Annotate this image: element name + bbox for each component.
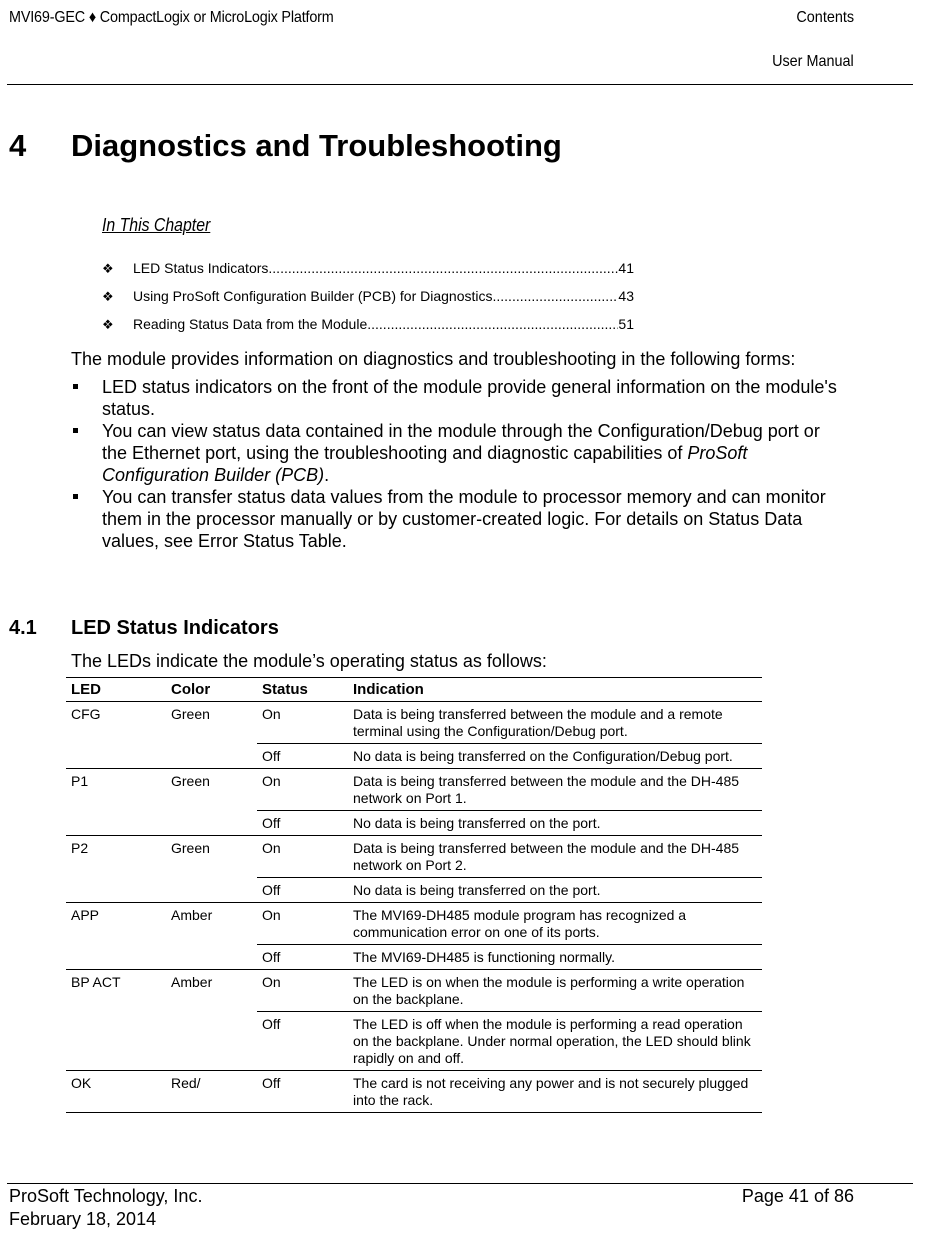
table-row	[66, 903, 762, 945]
toc-entry-title: LED Status Indicators	[133, 260, 269, 276]
led-indication: Data is being transferred between the module and the DH-485 network on Port 2.	[348, 836, 762, 878]
table-row	[66, 970, 762, 1012]
led-indication: The MVI69-DH485 module program has recognized a communication error on one of its ports.	[348, 903, 762, 945]
list-item	[71, 486, 846, 552]
led-name: APP	[66, 903, 166, 970]
led-status: On	[257, 702, 348, 744]
led-name: OK	[66, 1071, 166, 1113]
header-user-manual: User Manual	[772, 53, 854, 70]
in-this-chapter-heading: In This Chapter	[102, 215, 211, 235]
list-item-text: You can transfer status data values from the module to processor memory and can monitor them in the processor manually or by customer-created logic. For details on Status Data values, see Error Status Table.	[102, 487, 826, 551]
square-bullet-icon	[73, 494, 78, 499]
diamond-bullet-icon: ❖	[102, 261, 114, 276]
column-header-color: Color	[166, 678, 257, 702]
column-header-led: LED	[66, 678, 166, 702]
toc-leader	[268, 260, 618, 276]
led-name: P2	[66, 836, 166, 903]
led-indication: No data is being transferred on the port.	[348, 878, 762, 903]
led-indication: Data is being transferred between the module and the DH-485 network on Port 1.	[348, 769, 762, 811]
led-color: Green	[166, 836, 257, 903]
led-indication: The card is not receiving any power and is not securely plugged into the rack.	[348, 1071, 762, 1113]
square-bullet-icon	[73, 428, 78, 433]
toc-entry[interactable]	[102, 316, 634, 333]
section-number: 4.1	[9, 617, 37, 639]
section-intro: The LEDs indicate the module’s operating status as follows:	[71, 651, 547, 671]
column-header-status: Status	[257, 678, 348, 702]
led-color: Red/	[166, 1071, 257, 1113]
led-color: Green	[166, 702, 257, 769]
led-indication: No data is being transferred on the Configuration/Debug port.	[348, 744, 762, 769]
table-row	[66, 769, 762, 811]
diagnostic-forms-list	[71, 376, 846, 552]
pcb-emphasis: ProSoft Configuration Builder (PCB)	[102, 443, 748, 485]
toc-entry[interactable]	[102, 260, 634, 277]
toc-entry-page: 43	[618, 288, 634, 304]
led-color: Amber	[166, 970, 257, 1071]
chapter-title: Diagnostics and Troubleshooting	[71, 128, 562, 163]
header-doc-title: MVI69-GEC ♦ CompactLogix or MicroLogix Platform	[9, 9, 334, 26]
led-indication: The LED is on when the module is performing a write operation on the backplane.	[348, 970, 762, 1012]
led-status: Off	[257, 878, 348, 903]
led-name: BP ACT	[66, 970, 166, 1071]
toc-leader	[367, 316, 618, 332]
table-header-row	[66, 678, 762, 702]
chapter-intro: The module provides information on diagnostics and troubleshooting in the following forms:	[71, 349, 796, 369]
diamond-bullet-icon: ❖	[102, 317, 114, 332]
led-status: On	[257, 903, 348, 945]
table-row	[66, 1071, 762, 1113]
led-status: On	[257, 836, 348, 878]
header-rule	[7, 84, 913, 85]
led-status: Off	[257, 811, 348, 836]
toc-entry-title: Using ProSoft Configuration Builder (PCB) for Diagnostics	[133, 288, 493, 304]
toc-entry[interactable]	[102, 288, 634, 305]
led-color: Amber	[166, 903, 257, 970]
led-indication: No data is being transferred on the port.	[348, 811, 762, 836]
list-item-text-end: .	[324, 465, 330, 485]
led-status: Off	[257, 744, 348, 769]
footer-rule	[7, 1183, 913, 1184]
led-name: P1	[66, 769, 166, 836]
list-item-text: LED status indicators on the front of the module provide general information on the module's status.	[102, 377, 837, 419]
square-bullet-icon	[73, 384, 78, 389]
footer-company: ProSoft Technology, Inc.	[9, 1186, 203, 1206]
table-row	[66, 836, 762, 878]
led-status: Off	[257, 945, 348, 970]
toc-entry-page: 41	[618, 260, 634, 276]
toc-entry-page: 51	[618, 316, 634, 332]
toc-entry-title: Reading Status Data from the Module	[133, 316, 368, 332]
led-status: On	[257, 970, 348, 1012]
diamond-bullet-icon: ❖	[102, 289, 114, 304]
table-row	[66, 702, 762, 744]
footer-date: February 18, 2014	[9, 1209, 157, 1229]
list-item-text: You can view status data contained in the module through the Configuration/Debug port or the Ethernet port, using the troubleshooting and diagnostic capabilities of	[102, 421, 820, 463]
led-status: On	[257, 769, 348, 811]
led-status: Off	[257, 1012, 348, 1071]
led-indication: The LED is off when the module is performing a read operation on the backplane. Under normal operation, the LED should blink rapidly on and off.	[348, 1012, 762, 1071]
led-name: CFG	[66, 702, 166, 769]
led-indication: Data is being transferred between the module and a remote terminal using the Configuration/Debug port.	[348, 702, 762, 744]
led-status: Off	[257, 1071, 348, 1113]
list-item	[71, 420, 846, 486]
section-title: LED Status Indicators	[71, 617, 279, 639]
list-item	[71, 376, 846, 420]
led-status-table	[66, 677, 762, 1113]
chapter-number: 4	[9, 128, 27, 163]
led-indication: The MVI69-DH485 is functioning normally.	[348, 945, 762, 970]
header-contents: Contents	[796, 9, 854, 26]
led-color: Green	[166, 769, 257, 836]
footer-page-number: Page 41 of 86	[741, 1186, 854, 1206]
column-header-indication: Indication	[348, 678, 762, 702]
toc-leader	[493, 288, 619, 304]
